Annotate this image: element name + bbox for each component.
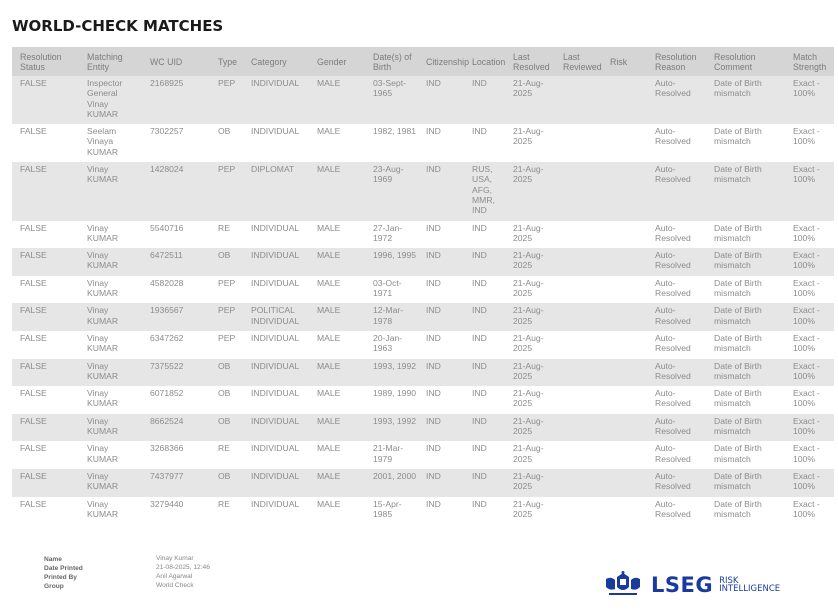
- table-cell: [555, 303, 602, 331]
- table-cell: [555, 359, 602, 387]
- table-cell: MALE: [309, 469, 365, 497]
- table-cell: INDIVIDUAL: [243, 76, 309, 124]
- table-cell: Date of Birth mismatch: [706, 303, 785, 331]
- header-row: [12, 47, 834, 76]
- table-cell: 5540716: [150, 222, 184, 233]
- table-cell: Auto-Resolved: [655, 388, 691, 409]
- table-cell: Exact - 100%: [793, 498, 820, 519]
- table-cell: FALSE: [12, 162, 79, 220]
- table-cell: OB: [218, 126, 231, 137]
- column-header: Resolution Comment: [706, 47, 785, 76]
- table-cell: FALSE: [12, 76, 79, 124]
- table-cell: [602, 162, 647, 220]
- table-cell: 7375522: [142, 359, 210, 387]
- table-cell: Auto-Resolved: [647, 469, 706, 497]
- table-cell: FALSE: [20, 277, 47, 288]
- table-cell: [602, 303, 647, 331]
- table-cell: 21-Aug-2025: [513, 388, 544, 409]
- column-header: Gender: [309, 47, 365, 76]
- table-cell: FALSE: [20, 126, 47, 137]
- table-cell: Vinay KUMAR: [87, 498, 119, 519]
- logo-subtitle-line2: INTELLIGENCE: [719, 584, 781, 594]
- table-cell: Exact - 100%: [785, 248, 834, 276]
- table-cell: [555, 162, 602, 220]
- table-cell: 21-Aug-2025: [505, 469, 555, 497]
- table-cell: 21-Aug-2025: [505, 248, 555, 276]
- table-cell: 1936567: [142, 303, 210, 331]
- table-cell: 21-Aug-2025: [505, 162, 555, 220]
- table-row: [12, 221, 834, 249]
- table-cell: IND: [418, 76, 459, 124]
- table-cell: Date of Birth mismatch: [714, 498, 762, 519]
- table-cell: MALE: [317, 443, 341, 454]
- table-cell: Vinay KUMAR: [87, 388, 119, 409]
- table-cell: [602, 469, 647, 497]
- table-cell: Vinay KUMAR: [87, 443, 119, 464]
- table-cell: IND: [426, 222, 441, 233]
- date-printed-value: 21-08-2025, 12:46: [156, 564, 210, 571]
- table-cell: IND: [418, 469, 459, 497]
- table-cell: IND: [459, 469, 505, 497]
- table-cell: RE: [218, 498, 230, 509]
- table-cell: Date of Birth mismatch: [706, 359, 785, 387]
- table-cell: [602, 248, 647, 276]
- table-cell: Exact - 100%: [785, 469, 834, 497]
- table-cell: Date of Birth mismatch: [706, 248, 785, 276]
- table-cell: Date of Birth mismatch: [714, 388, 762, 409]
- table-cell: PEP: [218, 332, 236, 343]
- table-row: [12, 414, 834, 442]
- column-header: Category: [243, 47, 309, 76]
- table-cell: IND: [418, 303, 459, 331]
- column-header: Match Strength: [785, 47, 834, 76]
- table-row: [12, 124, 834, 162]
- table-cell: MALE: [309, 76, 365, 124]
- table-cell: Exact - 100%: [793, 332, 820, 354]
- table-cell: Date of Birth mismatch: [714, 443, 762, 464]
- crest-icon: [603, 571, 643, 599]
- table-cell: OB: [218, 388, 231, 399]
- table-cell: [555, 248, 602, 276]
- table-cell: IND: [426, 443, 441, 454]
- table-cell: [555, 386, 602, 414]
- table-cell: FALSE: [12, 303, 79, 331]
- table-cell: [602, 124, 647, 162]
- table-cell: Auto-Resolved: [647, 359, 706, 387]
- table-cell: FALSE: [20, 388, 47, 399]
- table-cell: 6071852: [150, 388, 184, 399]
- table-cell: [602, 386, 647, 414]
- table-cell: IND: [459, 303, 505, 331]
- table-cell: 1996, 1995: [365, 248, 418, 276]
- table-cell: 23-Aug-1969: [365, 162, 418, 220]
- table-cell: 2168925: [142, 76, 210, 124]
- table-cell: [602, 221, 647, 249]
- table-cell: 21-Aug-2025: [505, 76, 555, 124]
- table-cell: 1428024: [142, 162, 210, 220]
- table-cell: Vinay KUMAR: [79, 303, 142, 331]
- table-cell: MALE: [309, 303, 365, 331]
- table-cell: MALE: [309, 162, 365, 220]
- table-cell: 3279440: [150, 498, 184, 509]
- table-cell: Vinay KUMAR: [79, 248, 142, 276]
- table-cell: IND: [472, 388, 487, 399]
- column-header: Resolution Reason: [647, 47, 706, 76]
- table-cell: IND: [426, 277, 441, 288]
- table-cell: IND: [418, 162, 459, 220]
- table-cell: Date of Birth mismatch: [714, 126, 762, 147]
- table-cell: Exact - 100%: [793, 277, 820, 299]
- table-cell: Date of Birth mismatch: [706, 469, 785, 497]
- table-cell: MALE: [309, 414, 365, 442]
- table-cell: INDIVIDUAL: [243, 359, 309, 387]
- table-cell: IND: [472, 332, 487, 343]
- printed-by-label: Printed By: [44, 574, 77, 581]
- table-row: [12, 441, 834, 469]
- table-cell: PEP: [210, 162, 243, 220]
- table-cell: 1982, 1981: [373, 126, 417, 137]
- table-cell: [555, 76, 602, 124]
- table-cell: 21-Aug-2025: [513, 443, 544, 464]
- table-cell: IND: [472, 443, 487, 454]
- table-cell: INDIVIDUAL: [251, 222, 300, 233]
- table-cell: 3268366: [150, 443, 184, 454]
- table-cell: RE: [218, 222, 230, 233]
- logo-subtitle-line1: RISK: [719, 575, 739, 586]
- name-value: Vinay Kumar: [156, 555, 194, 562]
- table-cell: Date of Birth mismatch: [714, 277, 762, 299]
- table-cell: 21-Aug-2025: [513, 126, 544, 147]
- table-cell: IND: [459, 248, 505, 276]
- table-cell: [555, 221, 602, 249]
- column-header: Resolution Status: [12, 47, 79, 76]
- table-cell: 15-Apr-1985: [373, 498, 402, 519]
- table-cell: INDIVIDUAL: [251, 332, 300, 343]
- page-title: WORLD-CHECK MATCHES: [12, 17, 224, 35]
- table-cell: Auto-Resolved: [655, 277, 691, 299]
- table-header: [12, 47, 834, 76]
- table-cell: [555, 469, 602, 497]
- table-cell: POLITICAL INDIVIDUAL: [243, 303, 309, 331]
- table-cell: 21-Aug-2025: [505, 303, 555, 331]
- group-label: Group: [44, 583, 64, 590]
- table-cell: Seelam Vinaya KUMAR: [87, 126, 119, 157]
- table-cell: Date of Birth mismatch: [706, 414, 785, 442]
- column-header: Risk: [602, 47, 647, 76]
- table-cell: MALE: [317, 332, 341, 343]
- table-cell: 03-Sept-1965: [365, 76, 418, 124]
- table-cell: Auto-Resolved: [655, 443, 691, 464]
- table-cell: Vinay KUMAR: [79, 359, 142, 387]
- table-cell: MALE: [309, 359, 365, 387]
- table-cell: [602, 276, 647, 304]
- table-cell: 20-Jan-1963: [373, 332, 403, 354]
- table-cell: Vinay KUMAR: [87, 277, 119, 299]
- table-row: [12, 497, 834, 525]
- table-cell: 1989, 1990: [373, 388, 417, 399]
- table-cell: 03-Oct-1971: [373, 277, 402, 299]
- table-cell: Vinay KUMAR: [87, 332, 119, 354]
- table-cell: Exact - 100%: [785, 162, 834, 220]
- column-header: Location: [459, 47, 505, 76]
- table-cell: OB: [210, 414, 243, 442]
- table-cell: [555, 331, 602, 359]
- table-cell: IND: [426, 126, 441, 137]
- table-cell: MALE: [309, 248, 365, 276]
- table-cell: MALE: [317, 498, 341, 509]
- table-cell: [555, 276, 602, 304]
- table-cell: [555, 414, 602, 442]
- table-cell: INDIVIDUAL: [243, 469, 309, 497]
- table-cell: 8662524: [142, 414, 210, 442]
- table-cell: IND: [472, 498, 487, 509]
- table-cell: 7302257: [150, 126, 184, 137]
- table-cell: 21-Aug-2025: [513, 498, 544, 519]
- table-cell: PEP: [218, 277, 236, 288]
- table-cell: DIPLOMAT: [243, 162, 309, 220]
- table-cell: 21-Aug-2025: [505, 359, 555, 387]
- table-cell: MALE: [317, 388, 341, 399]
- table-row: [12, 331, 834, 359]
- table-cell: IND: [459, 76, 505, 124]
- table-cell: 21-Mar-1979: [373, 443, 404, 464]
- table-cell: Date of Birth mismatch: [706, 76, 785, 124]
- table-cell: Exact - 100%: [793, 443, 820, 464]
- table-row: [12, 248, 834, 276]
- table-cell: 21-Aug-2025: [513, 332, 544, 354]
- table-cell: Exact - 100%: [793, 222, 820, 243]
- table-cell: INDIVIDUAL: [243, 248, 309, 276]
- table-cell: FALSE: [20, 222, 47, 233]
- table-cell: IND: [426, 498, 441, 509]
- table-cell: Vinay KUMAR: [79, 469, 142, 497]
- table-cell: Vinay KUMAR: [87, 222, 119, 243]
- table-cell: IND: [459, 414, 505, 442]
- table-cell: IND: [426, 388, 441, 399]
- date-printed-label: Date Printed: [44, 565, 83, 572]
- table-cell: INDIVIDUAL: [251, 443, 300, 454]
- table-cell: MALE: [317, 126, 341, 137]
- printed-by-value: Anil Agarwal: [156, 573, 193, 580]
- table-cell: PEP: [210, 303, 243, 331]
- table-cell: Auto-Resolved: [647, 162, 706, 220]
- column-header: Last Resolved: [505, 47, 555, 76]
- table-cell: INDIVIDUAL: [251, 388, 300, 399]
- table-cell: INDIVIDUAL: [251, 277, 300, 288]
- table-cell: 1993, 1992: [365, 359, 418, 387]
- table-cell: RUS, USA, AFG, MMR, IND: [459, 162, 505, 220]
- table-cell: Exact - 100%: [785, 359, 834, 387]
- column-header: Last Reviewed: [555, 47, 602, 76]
- table-cell: [602, 76, 647, 124]
- table-cell: Vinay KUMAR: [79, 162, 142, 220]
- logo-subtitle: [719, 577, 780, 594]
- table-cell: FALSE: [12, 248, 79, 276]
- table-cell: Auto-Resolved: [647, 303, 706, 331]
- table-cell: INDIVIDUAL: [251, 498, 300, 509]
- logo-brand: LSEG: [651, 573, 714, 597]
- lseg-logo: [603, 571, 780, 599]
- table-cell: Auto-Resolved: [647, 414, 706, 442]
- table-row: [12, 76, 834, 124]
- table-cell: INDIVIDUAL: [243, 414, 309, 442]
- table-cell: IND: [418, 414, 459, 442]
- table-cell: Auto-Resolved: [647, 248, 706, 276]
- table-cell: Exact - 100%: [785, 303, 834, 331]
- table-cell: Auto-Resolved: [647, 76, 706, 124]
- table-cell: Exact - 100%: [785, 414, 834, 442]
- column-header: Matching Entity: [79, 47, 142, 76]
- table-cell: 27-Jan-1972: [373, 222, 403, 243]
- table-cell: FALSE: [12, 469, 79, 497]
- table-cell: Exact - 100%: [793, 126, 820, 147]
- table-cell: 2001, 2000: [365, 469, 418, 497]
- table-row: [12, 303, 834, 331]
- table-body: [12, 76, 834, 524]
- matches-table: [12, 47, 834, 524]
- column-header: WC UID: [142, 47, 210, 76]
- table-cell: OB: [210, 248, 243, 276]
- table-cell: Auto-Resolved: [655, 498, 691, 519]
- table-cell: IND: [472, 126, 487, 137]
- table-cell: IND: [418, 248, 459, 276]
- table-cell: 7437977: [142, 469, 210, 497]
- table-cell: [602, 359, 647, 387]
- table-cell: 21-Aug-2025: [505, 414, 555, 442]
- table-cell: Vinay KUMAR: [79, 414, 142, 442]
- table-cell: Date of Birth mismatch: [706, 162, 785, 220]
- table-cell: IND: [472, 222, 487, 233]
- table-cell: OB: [210, 469, 243, 497]
- column-header: Type: [210, 47, 243, 76]
- table-cell: FALSE: [20, 443, 47, 454]
- table-cell: OB: [210, 359, 243, 387]
- table-cell: MALE: [317, 222, 341, 233]
- table-cell: Auto-Resolved: [655, 332, 691, 354]
- table-cell: IND: [472, 277, 487, 288]
- table-cell: 21-Aug-2025: [513, 277, 544, 299]
- table-row: [12, 162, 834, 220]
- table-cell: FALSE: [12, 359, 79, 387]
- table-cell: RE: [218, 443, 230, 454]
- table-cell: FALSE: [20, 332, 47, 343]
- table-cell: Date of Birth mismatch: [714, 222, 762, 243]
- table-cell: [602, 331, 647, 359]
- column-header: Citizenship: [418, 47, 459, 76]
- table-cell: [602, 414, 647, 442]
- table-cell: 6347262: [150, 332, 184, 343]
- table-row: [12, 276, 834, 304]
- group-value: World Check: [156, 582, 194, 589]
- table-row: [12, 359, 834, 387]
- table-cell: FALSE: [20, 498, 47, 509]
- table-cell: IND: [418, 359, 459, 387]
- table-cell: Date of Birth mismatch: [714, 332, 762, 354]
- table-cell: MALE: [317, 277, 341, 288]
- table-cell: [602, 441, 647, 469]
- table-cell: Auto-Resolved: [655, 126, 691, 147]
- name-label: Name: [44, 556, 62, 563]
- table-cell: 1993, 1992: [365, 414, 418, 442]
- table-cell: INDIVIDUAL: [251, 126, 300, 137]
- table-cell: 12-Mar-1978: [365, 303, 418, 331]
- table-cell: [555, 441, 602, 469]
- table-row: [12, 469, 834, 497]
- table-cell: [555, 497, 602, 525]
- table-cell: IND: [459, 359, 505, 387]
- table-cell: 21-Aug-2025: [513, 222, 544, 243]
- column-header: Date(s) of Birth: [365, 47, 418, 76]
- table-cell: Exact - 100%: [785, 76, 834, 124]
- table-cell: [555, 124, 602, 162]
- table-cell: FALSE: [12, 414, 79, 442]
- table-cell: Inspector General Vinay KUMAR: [79, 76, 142, 124]
- table-cell: [602, 497, 647, 525]
- table-cell: 6472511: [142, 248, 210, 276]
- table-cell: IND: [426, 332, 441, 343]
- table-row: [12, 386, 834, 414]
- table-cell: PEP: [210, 76, 243, 124]
- table-cell: Auto-Resolved: [655, 222, 691, 243]
- table-cell: Exact - 100%: [793, 388, 820, 409]
- table-cell: 4582028: [150, 277, 184, 288]
